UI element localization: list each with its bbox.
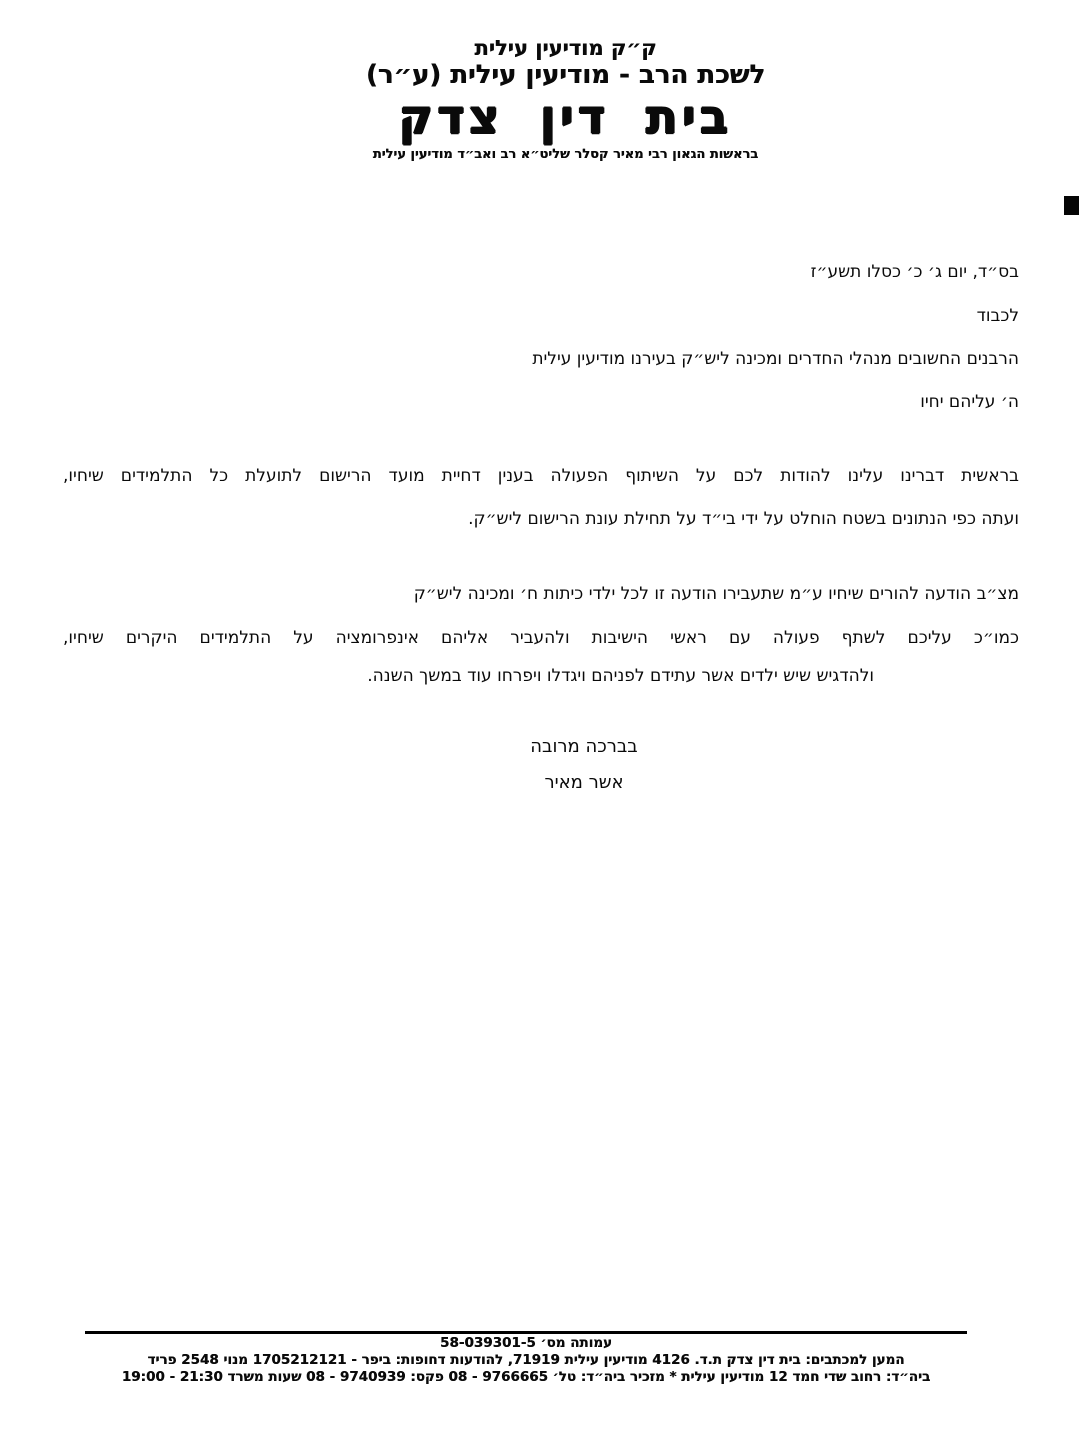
scan-artifact-mark	[1064, 196, 1079, 215]
date-line: בס״ד, יום ג׳ כ׳ כסלו תשע״ז	[810, 262, 1019, 282]
salutation-line: לכבוד	[976, 306, 1019, 326]
paragraph1-line1: בראשית דברינו עלינו להודות לכם על השיתוף הפעולה בענין דחיית מועד הרישום לתועלת כל התלמידים שיחיו,	[63, 466, 1019, 486]
paragraph2-line2: כמו״כ עליכם לשתף פעולה עם ראשי הישיבות ולהעביר אליהם אינפרומציה על התלמידים היקרים שיחיו,	[63, 628, 1019, 648]
letterhead-office-line: לשכת הרב - מודיעין עילית (ע״ר)	[365, 60, 766, 90]
paragraph2-line1: מצ״ב הודעה להורים שיחיו ע״מ שתעבירו הודעה זו לכל ילדי כיתות ח׳ ומכינה ליש״ק	[413, 584, 1019, 604]
footer-mailing-address: המען למכתבים: בית דין צדק ת.ד. 4126 מודיעין עילית 71919, להודעות דחופות: ביפר - 1705212121 מנוי 2548 פריד	[147, 1352, 905, 1368]
paragraph1-line2: ועתה כפי הנתונים בשטח הוחלט על ידי בי״ד על תחילת עונת הרישום ליש״ק.	[468, 509, 1019, 529]
signature-name: אשר מאיר	[544, 772, 624, 793]
paragraph2-line3: ולהדגיש שיש ילדים אשר עתידם לפניהם ויגדלו ויפרחו עוד במשך השנה.	[367, 666, 874, 686]
footer-association-number: עמותה מס׳ 58-039301-5	[440, 1335, 612, 1351]
page-title: בית דין צדק	[398, 90, 733, 145]
letterhead-presided-line: בראשות הגאון רבי מאיר קסלר שליט״א רב ואב״ד מודיעין עילית	[372, 147, 759, 162]
letterhead-community-line: ק״ק מודיעין עילית	[474, 36, 657, 60]
footer-divider-rule	[85, 1331, 967, 1334]
closing-line: בברכה מרובה	[530, 736, 638, 757]
footer-office-contact: ביה״ד: רחוב שדי חמד 12 מודיעין עילית * מזכיר ביה״ד: טל׳ 9766665 - 08 פקס: 9740939 - 08 שעות משרד 21:30 - 19:00	[121, 1369, 931, 1385]
blessing-line: ה׳ עליהם יחיו	[920, 392, 1019, 412]
recipients-line: הרבנים החשובים מנהלי החדרים ומכינה ליש״ק בעירנו מודיעין עילית	[532, 349, 1019, 369]
closing-block	[459, 736, 709, 808]
